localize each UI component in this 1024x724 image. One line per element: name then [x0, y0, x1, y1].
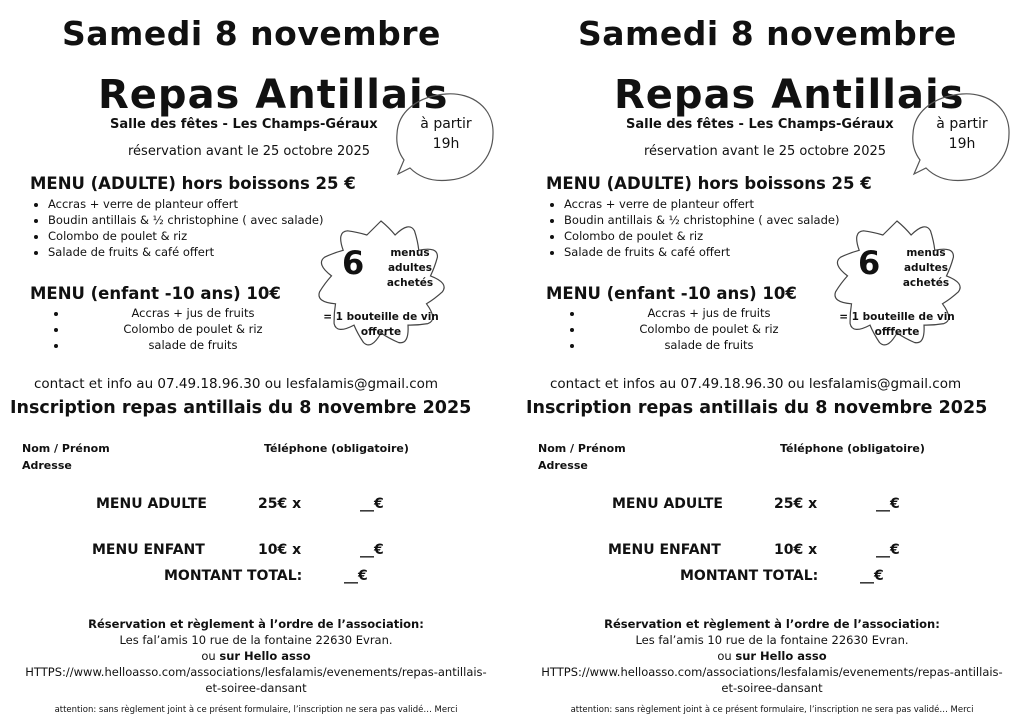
adult-row-price: 25€ x: [258, 496, 302, 512]
payment-address: Les fal’amis 10 rue de la fontaine 22630 Evran.: [119, 633, 393, 647]
reservation-deadline: réservation avant le 25 octobre 2025: [644, 144, 887, 159]
child-row-blank: __€: [876, 542, 900, 558]
phone-label: Téléphone (obligatoire): [264, 442, 409, 455]
time-badge: [394, 88, 498, 188]
payment-warning: attention: sans règlement joint à ce présent formulaire, l’inscription ne sera pas validé… Merci: [54, 705, 458, 715]
child-row-price: 10€ x: [774, 542, 818, 558]
helloasso-url-line2: et-soiree-dansant: [205, 681, 307, 695]
address-label: Adresse: [538, 459, 588, 472]
helloasso-url-line1: HTTPS://www.helloasso.com/associations/lesfalamis/evenements/repas-antillais-: [541, 665, 1003, 679]
adult-menu-list: [30, 196, 323, 260]
address-label: Adresse: [22, 459, 72, 472]
menu-item: • Salade de fruits & café offert: [48, 244, 323, 260]
event-date: Samedi 8 novembre: [578, 14, 957, 53]
menu-item: • Colombo de poulet & riz: [48, 228, 323, 244]
adult-row-price: 25€ x: [774, 496, 818, 512]
helloasso-url-line1: HTTPS://www.helloasso.com/associations/lesfalamis/evenements/repas-antillais-: [25, 665, 487, 679]
promo-offer-text: = 1 bouteille de vin offferte: [839, 311, 955, 338]
promo-offer-text: = 1 bouteille de vin offerte: [323, 311, 439, 338]
event-venue: Salle des fêtes - Les Champs-Géraux: [626, 117, 894, 132]
menu-item: • Accras + jus de fruits: [584, 305, 814, 321]
menu-item: • Accras + jus de fruits: [68, 305, 298, 321]
contact-info: contact et infos au 07.49.18.96.30 ou lesfalamis@gmail.com: [550, 376, 962, 392]
menu-item: • Colombo de poulet & riz: [68, 321, 298, 337]
promo-badge: [832, 218, 962, 348]
contact-info: contact et info au 07.49.18.96.30 ou lesfalamis@gmail.com: [34, 376, 439, 392]
name-label: Nom / Prénom: [538, 442, 626, 455]
total-blank: __€: [860, 568, 884, 584]
menu-item: • salade de fruits: [584, 337, 814, 353]
helloasso-url-line2: et-soiree-dansant: [721, 681, 823, 695]
payment-helloasso: ou sur Hello asso: [201, 649, 311, 663]
menu-item: • Colombo de poulet & riz: [564, 228, 839, 244]
reservation-deadline: réservation avant le 25 octobre 2025: [128, 144, 371, 159]
adult-row-label: MENU ADULTE: [612, 496, 723, 512]
promo-badge: [316, 218, 446, 348]
child-row-blank: __€: [360, 542, 384, 558]
adult-row-blank: __€: [876, 496, 900, 512]
child-row-label: MENU ENFANT: [92, 542, 205, 558]
child-menu-list: [50, 305, 298, 353]
payment-helloasso: ou sur Hello asso: [717, 649, 827, 663]
time-badge: [910, 88, 1014, 188]
time-badge-line2: 19h: [948, 136, 976, 152]
phone-label: Téléphone (obligatoire): [780, 442, 925, 455]
menu-item: • Boudin antillais & ½ christophine ( avec salade): [564, 212, 839, 228]
child-row-label: MENU ENFANT: [608, 542, 721, 558]
payment-heading: Réservation et règlement à l’ordre de l’association:: [604, 617, 940, 631]
adult-menu-list: [546, 196, 839, 260]
event-title: Repas Antillais: [614, 72, 965, 118]
menu-item: • Boudin antillais & ½ christophine ( avec salade): [48, 212, 323, 228]
menu-item: • Salade de fruits & café offert: [564, 244, 839, 260]
time-badge-line2: 19h: [432, 136, 460, 152]
menu-item: • Accras + verre de planteur offert: [564, 196, 839, 212]
adult-menu-heading: MENU (ADULTE) hors boissons 25 €: [30, 174, 356, 193]
form-heading: Inscription repas antillais du 8 novembre 2025: [526, 398, 988, 418]
adult-menu-heading: MENU (ADULTE) hors boissons 25 €: [546, 174, 872, 193]
time-badge-line1: à partir: [420, 116, 472, 132]
promo-number: 6: [858, 244, 881, 282]
child-row-price: 10€ x: [258, 542, 302, 558]
total-label: MONTANT TOTAL:: [680, 568, 819, 584]
event-venue: Salle des fêtes - Les Champs-Géraux: [110, 117, 378, 132]
total-label: MONTANT TOTAL:: [164, 568, 303, 584]
event-title: Repas Antillais: [98, 72, 449, 118]
child-menu-list: [566, 305, 814, 353]
event-date: Samedi 8 novembre: [62, 14, 441, 53]
payment-warning: attention: sans règlement joint à ce présent formulaire, l’inscription ne sera pas validé… Merci: [570, 705, 974, 715]
menu-item: • Accras + verre de planteur offert: [48, 196, 323, 212]
name-label: Nom / Prénom: [22, 442, 110, 455]
child-menu-heading: MENU (enfant -10 ans) 10€: [546, 284, 797, 303]
promo-number: 6: [342, 244, 365, 282]
menu-item: • salade de fruits: [68, 337, 298, 353]
payment-address: Les fal’amis 10 rue de la fontaine 22630 Evran.: [635, 633, 909, 647]
menu-item: • Colombo de poulet & riz: [584, 321, 814, 337]
promo-menus-text: menus adultes achetés: [902, 247, 950, 289]
payment-heading: Réservation et règlement à l’ordre de l’association:: [88, 617, 424, 631]
total-blank: __€: [344, 568, 368, 584]
child-menu-heading: MENU (enfant -10 ans) 10€: [30, 284, 281, 303]
adult-row-label: MENU ADULTE: [96, 496, 207, 512]
promo-menus-text: menus adultes achetés: [386, 247, 434, 289]
time-badge-line1: à partir: [936, 116, 988, 132]
flyer-panel: [516, 0, 1024, 724]
adult-row-blank: __€: [360, 496, 384, 512]
form-heading: Inscription repas antillais du 8 novembre 2025: [10, 398, 472, 418]
